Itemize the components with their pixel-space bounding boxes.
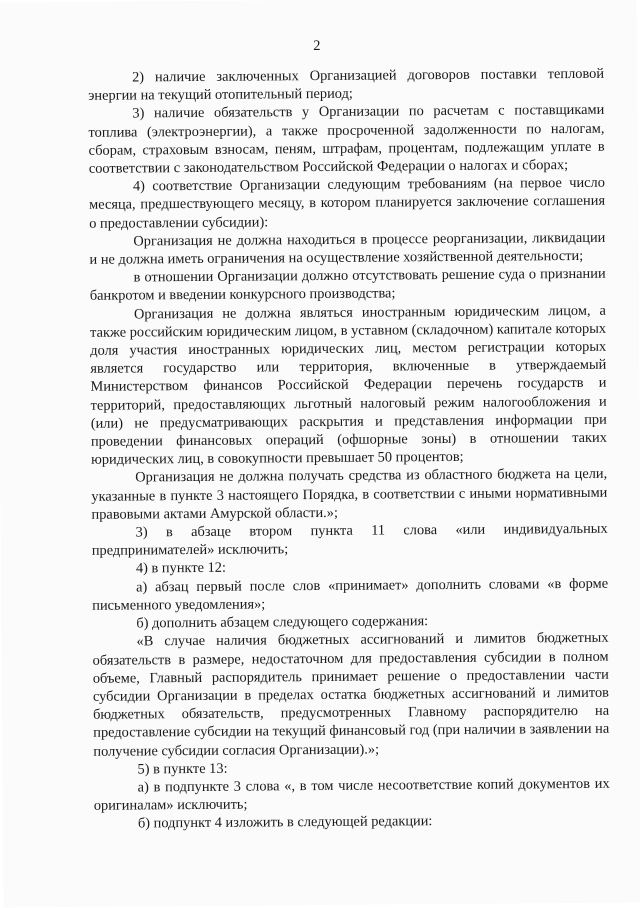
paragraph-12: «В случае наличия бюджетных ассигнований и лимитов бюджетных обязательств в размере, недостаточном для предоставления субсидии в полном объеме, Главный распорядитель принимает решение о предоставлении части субсидии Организации в пределах остатка бюджетных ассигнований и лимитов бюджетных обязательств, предусмотренных Главному распорядителю на предоставление субсидии на текущий финансовый год (при наличии в заявлении на получение субсидии согласия Организации).»;: [92, 630, 610, 760]
paragraph-14: а) в подпункте 3 слова «, в том числе несоответствие копий документов их оригиналам» исключить;: [93, 775, 610, 814]
paragraph-11: б) дополнить абзацем следующего содержания:: [136, 613, 429, 632]
page-number: 2: [313, 37, 321, 55]
paragraph-13: 5) в пункте 13:: [137, 760, 228, 778]
document-body: [88, 65, 610, 834]
paragraph-4: Организация не должна находиться в процессе реорганизации, ликвидации и не должна иметь ограничения на осуществление хозяйственной деятельности;: [89, 229, 606, 268]
paragraph-7: Организация не должна получать средства из областного бюджета на цели, указанные в пункте 3 настоящего Порядка, в соответствии с иными нормативными правовыми актами Амурской области.»;: [91, 466, 608, 523]
paragraph-15: б) подпункт 4 изложить в следующей редакции:: [137, 813, 433, 832]
paragraph-8: 3) в абзаце втором пункта 11 слова «или индивидуальных предпринимателей» исключить;: [91, 520, 608, 560]
paragraph-3: 4) соответствие Организации следующим требованиям (на первое число месяца, предшествующего месяцу, в котором планируется заключение соглашения о предоставлении субсидии):: [89, 174, 606, 232]
paragraph-5: в отношении Организации должно отсутствовать решение суда о признании банкротом и введении конкурсного производства;: [89, 265, 606, 305]
paragraph-10: а) абзац первый после слов «принимает» дополнить словами «в форме письменного уведомления»;: [92, 575, 609, 614]
paragraph-2: 3) наличие обязательств у Организации по расчетам с поставщиками топлива (электроэнергии), а также просроченной задолженности по налогам, сборам, страховым взносам, пеням, штрафам, процентам, подлежащим уплате в соответствии с законодательством Российской Федерации о налогах и сборах;: [88, 102, 605, 177]
paragraph-6: Организация не должна являться иностранным юридическим лицом, а также российским юридическим лицом, в уставном (складочном) капитале которых доля участия иностранных юридических лиц, местом регистрации которых является государство или территория, включенные в утверждаемый Министерством финансов Российской Федерации перечень государств и территорий, предоставляющих льготный налоговый режим налогообложения и (или) не предусматривающих раскрытия и представления информации при проведении финансовых операций (офшорные зоны) в отношении таких юридических лиц, в совокупности превышает 50 процентов;: [90, 302, 607, 469]
paragraph-9: 4) в пункте 12:: [135, 560, 227, 577]
paragraph-1: 2) наличие заключенных Организацией договоров поставки тепловой энергии на текущий отопительный период;: [88, 65, 605, 105]
